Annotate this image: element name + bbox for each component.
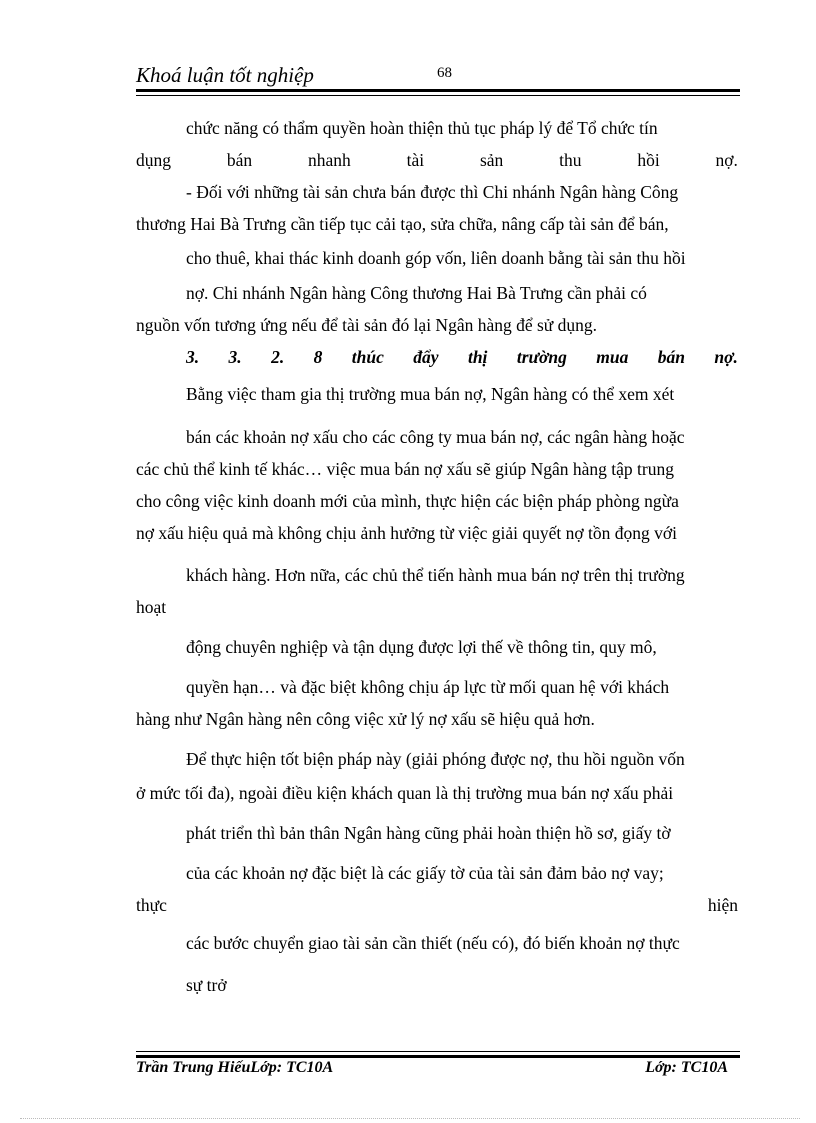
text-line-24: các bước chuyển giao tài sản cần thiết (nếu có), đó biến khoản nợ thực xyxy=(186,933,680,953)
word: nợ. xyxy=(715,150,738,170)
text-line-5: cho thuê, khai thác kinh doanh góp vốn, liên doanh bằng tài sản thu hồi xyxy=(186,248,686,268)
word: nợ. xyxy=(714,347,738,367)
footer-rule-thick xyxy=(136,1055,740,1058)
text-line-19: Để thực hiện tốt biện pháp này (giải phóng được nợ, thu hồi nguồn vốn xyxy=(186,749,685,769)
text-line-17: quyền hạn… và đặc biệt không chịu áp lực từ mối quan hệ với khách xyxy=(186,677,670,697)
word: dụng xyxy=(136,150,171,170)
word: hồi xyxy=(637,150,660,170)
text-line-4: thương Hai Bà Trưng cần tiếp tục cải tạo, sửa chữa, nâng cấp tài sản để bán, xyxy=(136,214,669,234)
text-line-23 xyxy=(136,895,738,916)
text-line-12: cho công việc kinh doanh mới của mình, thực hiện các biện pháp phòng ngừa xyxy=(136,491,679,511)
word: trường xyxy=(516,347,567,367)
text-line-6: nợ. Chi nhánh Ngân hàng Công thương Hai Bà Trưng cần phải có xyxy=(186,283,647,303)
text-line-11: các chủ thể kinh tế khác… việc mua bán nợ xấu sẽ giúp Ngân hàng tập trung xyxy=(136,459,674,479)
word: bán xyxy=(657,347,686,367)
word: tài xyxy=(406,150,425,170)
text-line-15: hoạt xyxy=(136,597,167,617)
word: 3. xyxy=(228,347,242,367)
word: 3. xyxy=(186,347,200,367)
text-line-10: bán các khoản nợ xấu cho các công ty mua bán nợ, các ngân hàng hoặc xyxy=(186,427,685,447)
word: thúc xyxy=(351,347,384,367)
footer-rule-thin xyxy=(136,1051,740,1052)
word: thực xyxy=(136,895,167,915)
text-line-2 xyxy=(136,150,738,171)
section-heading xyxy=(186,347,738,368)
footer-class: Lớp: TC10A xyxy=(645,1059,728,1076)
text-line-16: động chuyên nghiệp và tận dụng được lợi thế về thông tin, quy mô, xyxy=(186,637,657,657)
text-line-25: sự trở xyxy=(186,975,227,995)
word: bán xyxy=(226,150,253,170)
word: sản xyxy=(479,150,504,170)
text-line-1: chức năng có thẩm quyền hoàn thiện thủ tục pháp lý để Tổ chức tín xyxy=(186,118,658,138)
word: đẩy xyxy=(413,347,439,367)
page-number: 68 xyxy=(437,65,452,81)
text-line-20: ở mức tối đa), ngoài điều kiện khách quan là thị trường mua bán nợ xấu phải xyxy=(136,783,674,803)
header-title: Khoá luận tốt nghiệp xyxy=(136,63,314,87)
word: 8 xyxy=(313,347,323,367)
word: hiện xyxy=(707,895,738,915)
word: thị xyxy=(467,347,488,367)
header-rule-thick xyxy=(136,89,740,92)
word: nhanh xyxy=(307,150,351,170)
text-line-3: - Đối với những tài sản chưa bán được thì Chi nhánh Ngân hàng Công xyxy=(186,182,679,202)
text-line-13: nợ xấu hiệu quả mà không chịu ảnh hưởng từ việc giải quyết nợ tồn đọng với xyxy=(136,523,678,543)
word: mua xyxy=(596,347,629,367)
text-line-22: của các khoản nợ đặc biệt là các giấy tờ của tài sản đảm bảo nợ vay; xyxy=(186,863,664,883)
text-line-7: nguồn vốn tương ứng nếu để tài sản đó lại Ngân hàng để sử dụng. xyxy=(136,315,598,335)
word: 2. xyxy=(271,347,285,367)
text-line-14: khách hàng. Hơn nữa, các chủ thể tiến hành mua bán nợ trên thị trường xyxy=(186,565,685,585)
word: thu xyxy=(559,150,582,170)
text-line-9: Bằng việc tham gia thị trường mua bán nợ, Ngân hàng có thể xem xét xyxy=(186,384,675,404)
header-rule-thin xyxy=(136,95,740,96)
text-line-21: phát triển thì bản thân Ngân hàng cũng phải hoàn thiện hồ sơ, giấy tờ xyxy=(186,823,671,843)
page-edge xyxy=(20,1118,800,1119)
footer-author: Trần Trung HiếuLớp: TC10A xyxy=(136,1059,334,1076)
text-line-18: hàng như Ngân hàng nên công việc xử lý nợ xấu sẽ hiệu quả hơn. xyxy=(136,709,595,729)
